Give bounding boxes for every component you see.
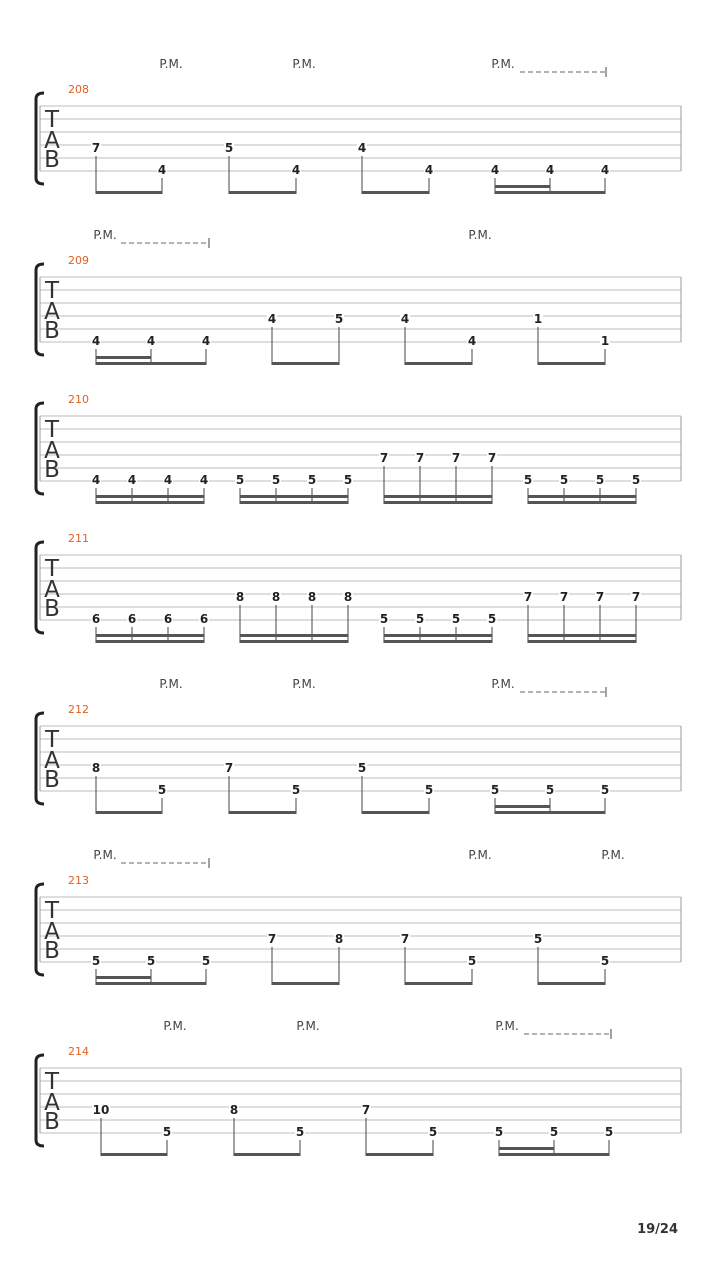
beam xyxy=(234,1153,300,1156)
tab-clef-t: T xyxy=(44,556,60,582)
palm-mute-marking: P.M. xyxy=(292,57,316,71)
fret-number: 5 xyxy=(91,954,101,968)
fret-number: 4 xyxy=(163,473,173,487)
fret-number: 4 xyxy=(400,312,410,326)
tab-clef-b: B xyxy=(44,147,60,173)
fret-number: 6 xyxy=(163,612,173,626)
fret-number: 5 xyxy=(162,1125,172,1139)
beam xyxy=(96,501,204,504)
tab-clef-b: B xyxy=(44,318,60,344)
beam xyxy=(384,501,492,504)
tab-clef-a: A xyxy=(44,919,60,945)
beam xyxy=(96,640,204,643)
fret-number: 5 xyxy=(157,783,167,797)
fret-number: 7 xyxy=(379,451,389,465)
tab-clef-t: T xyxy=(44,278,60,304)
palm-mute-marking: P.M. xyxy=(93,848,117,862)
beam-secondary xyxy=(96,634,204,637)
beam xyxy=(495,191,605,194)
fret-number: 8 xyxy=(91,761,101,775)
measure-number: 212 xyxy=(68,703,89,716)
palm-mute-marking: P.M. xyxy=(163,1019,187,1033)
fret-number: 5 xyxy=(424,783,434,797)
beam xyxy=(362,811,429,814)
beam-secondary xyxy=(499,1147,554,1150)
fret-number: 4 xyxy=(267,312,277,326)
fret-number: 5 xyxy=(307,473,317,487)
fret-number: 5 xyxy=(334,312,344,326)
fret-number: 5 xyxy=(549,1125,559,1139)
fret-number: 5 xyxy=(379,612,389,626)
fret-number: 4 xyxy=(291,163,301,177)
palm-mute-marking: P.M. xyxy=(93,228,117,242)
fret-number: 7 xyxy=(595,590,605,604)
tab-clef-a: A xyxy=(44,748,60,774)
fret-number: 4 xyxy=(127,473,137,487)
fret-number: 8 xyxy=(271,590,281,604)
fret-number: 4 xyxy=(490,163,500,177)
fret-number: 8 xyxy=(334,932,344,946)
beam xyxy=(366,1153,433,1156)
fret-number: 5 xyxy=(490,783,500,797)
beam xyxy=(96,191,162,194)
beam xyxy=(495,811,605,814)
fret-number: 5 xyxy=(494,1125,504,1139)
fret-number: 5 xyxy=(146,954,156,968)
fret-number: 4 xyxy=(357,141,367,155)
beam-secondary xyxy=(96,356,151,359)
fret-number: 5 xyxy=(604,1125,614,1139)
fret-number: 5 xyxy=(295,1125,305,1139)
page-number: 19/24 xyxy=(637,1222,678,1237)
tab-clef-a: A xyxy=(44,577,60,603)
beam-secondary xyxy=(384,495,492,498)
measure-number: 213 xyxy=(68,874,89,887)
fret-number: 4 xyxy=(467,334,477,348)
fret-number: 5 xyxy=(533,932,543,946)
fret-number: 4 xyxy=(157,163,167,177)
fret-number: 7 xyxy=(523,590,533,604)
fret-number: 5 xyxy=(271,473,281,487)
beam xyxy=(229,191,296,194)
fret-number: 5 xyxy=(235,473,245,487)
fret-number: 1 xyxy=(600,334,610,348)
beam xyxy=(499,1153,609,1156)
beam xyxy=(272,362,339,365)
fret-number: 4 xyxy=(424,163,434,177)
fret-number: 5 xyxy=(467,954,477,968)
fret-number: 5 xyxy=(451,612,461,626)
fret-number: 5 xyxy=(487,612,497,626)
beam-secondary xyxy=(96,495,204,498)
beam-secondary xyxy=(495,185,550,188)
beam xyxy=(96,811,162,814)
fret-number: 8 xyxy=(229,1103,239,1117)
fret-number: 7 xyxy=(415,451,425,465)
tab-clef-b: B xyxy=(44,938,60,964)
fret-number: 8 xyxy=(307,590,317,604)
fret-number: 5 xyxy=(523,473,533,487)
measure-number: 208 xyxy=(68,83,89,96)
fret-number: 5 xyxy=(600,783,610,797)
beam xyxy=(240,501,348,504)
staff-system-212 xyxy=(36,677,681,814)
fret-number: 5 xyxy=(631,473,641,487)
palm-mute-marking: P.M. xyxy=(491,57,515,71)
staff-system-209 xyxy=(36,228,681,365)
staff-system-214 xyxy=(36,1019,681,1156)
fret-number: 5 xyxy=(545,783,555,797)
tab-clef-b: B xyxy=(44,767,60,793)
beam-secondary xyxy=(240,634,348,637)
beam xyxy=(96,362,206,365)
tab-clef-a: A xyxy=(44,128,60,154)
measure-number: 214 xyxy=(68,1045,89,1058)
beam xyxy=(528,501,636,504)
fret-number: 5 xyxy=(201,954,211,968)
palm-mute-marking: P.M. xyxy=(159,57,183,71)
tab-clef-a: A xyxy=(44,299,60,325)
fret-number: 8 xyxy=(343,590,353,604)
fret-number: 7 xyxy=(267,932,277,946)
palm-mute-marking: P.M. xyxy=(495,1019,519,1033)
beam xyxy=(405,982,472,985)
staff-system-210 xyxy=(36,393,681,504)
beam xyxy=(538,982,605,985)
palm-mute-marking: P.M. xyxy=(468,228,492,242)
beam-secondary xyxy=(240,495,348,498)
fret-number: 6 xyxy=(199,612,209,626)
fret-number: 5 xyxy=(343,473,353,487)
measure-number: 210 xyxy=(68,393,89,406)
fret-number: 4 xyxy=(91,473,101,487)
fret-number: 6 xyxy=(127,612,137,626)
tab-clef-b: B xyxy=(44,596,60,622)
tab-clef-b: B xyxy=(44,457,60,483)
beam xyxy=(528,640,636,643)
beam-secondary xyxy=(384,634,492,637)
fret-number: 4 xyxy=(545,163,555,177)
fret-number: 5 xyxy=(224,141,234,155)
fret-number: 5 xyxy=(600,954,610,968)
measure-number: 209 xyxy=(68,254,89,267)
fret-number: 4 xyxy=(199,473,209,487)
tab-clef-b: B xyxy=(44,1109,60,1135)
tab-clef-t: T xyxy=(44,898,60,924)
beam xyxy=(405,362,472,365)
tab-clef-a: A xyxy=(44,1090,60,1116)
palm-mute-marking: P.M. xyxy=(468,848,492,862)
fret-number: 7 xyxy=(451,451,461,465)
fret-number: 1 xyxy=(533,312,543,326)
beam-secondary xyxy=(528,495,636,498)
beam xyxy=(240,640,348,643)
tab-clef-t: T xyxy=(44,417,60,443)
fret-number: 4 xyxy=(201,334,211,348)
tab-clef-t: T xyxy=(44,1069,60,1095)
fret-number: 5 xyxy=(428,1125,438,1139)
fret-number: 7 xyxy=(487,451,497,465)
tab-clef-a: A xyxy=(44,438,60,464)
fret-number: 7 xyxy=(361,1103,371,1117)
fret-number: 4 xyxy=(91,334,101,348)
fret-number: 4 xyxy=(146,334,156,348)
staff-system-211 xyxy=(36,532,681,643)
staff-system-208 xyxy=(36,57,681,194)
palm-mute-marking: P.M. xyxy=(601,848,625,862)
beam xyxy=(384,640,492,643)
fret-number: 7 xyxy=(631,590,641,604)
fret-number: 7 xyxy=(91,141,101,155)
measure-number: 211 xyxy=(68,532,89,545)
fret-number: 8 xyxy=(235,590,245,604)
fret-number: 5 xyxy=(559,473,569,487)
palm-mute-marking: P.M. xyxy=(292,677,316,691)
fret-number: 7 xyxy=(400,932,410,946)
palm-mute-marking: P.M. xyxy=(159,677,183,691)
fret-number: 5 xyxy=(415,612,425,626)
tab-clef-t: T xyxy=(44,107,60,133)
fret-number: 7 xyxy=(224,761,234,775)
beam xyxy=(96,982,206,985)
beam xyxy=(101,1153,167,1156)
beam-secondary xyxy=(96,976,151,979)
beam-secondary xyxy=(495,805,550,808)
palm-mute-marking: P.M. xyxy=(296,1019,320,1033)
staff-system-213 xyxy=(36,848,681,985)
beam xyxy=(229,811,296,814)
beam xyxy=(362,191,429,194)
palm-mute-marking: P.M. xyxy=(491,677,515,691)
beam xyxy=(272,982,339,985)
tab-clef-t: T xyxy=(44,727,60,753)
fret-number: 7 xyxy=(559,590,569,604)
fret-number: 5 xyxy=(357,761,367,775)
beam-secondary xyxy=(528,634,636,637)
fret-number: 5 xyxy=(291,783,301,797)
fret-number: 4 xyxy=(600,163,610,177)
fret-number: 10 xyxy=(92,1103,110,1117)
fret-number: 6 xyxy=(91,612,101,626)
beam xyxy=(538,362,605,365)
fret-number: 5 xyxy=(595,473,605,487)
